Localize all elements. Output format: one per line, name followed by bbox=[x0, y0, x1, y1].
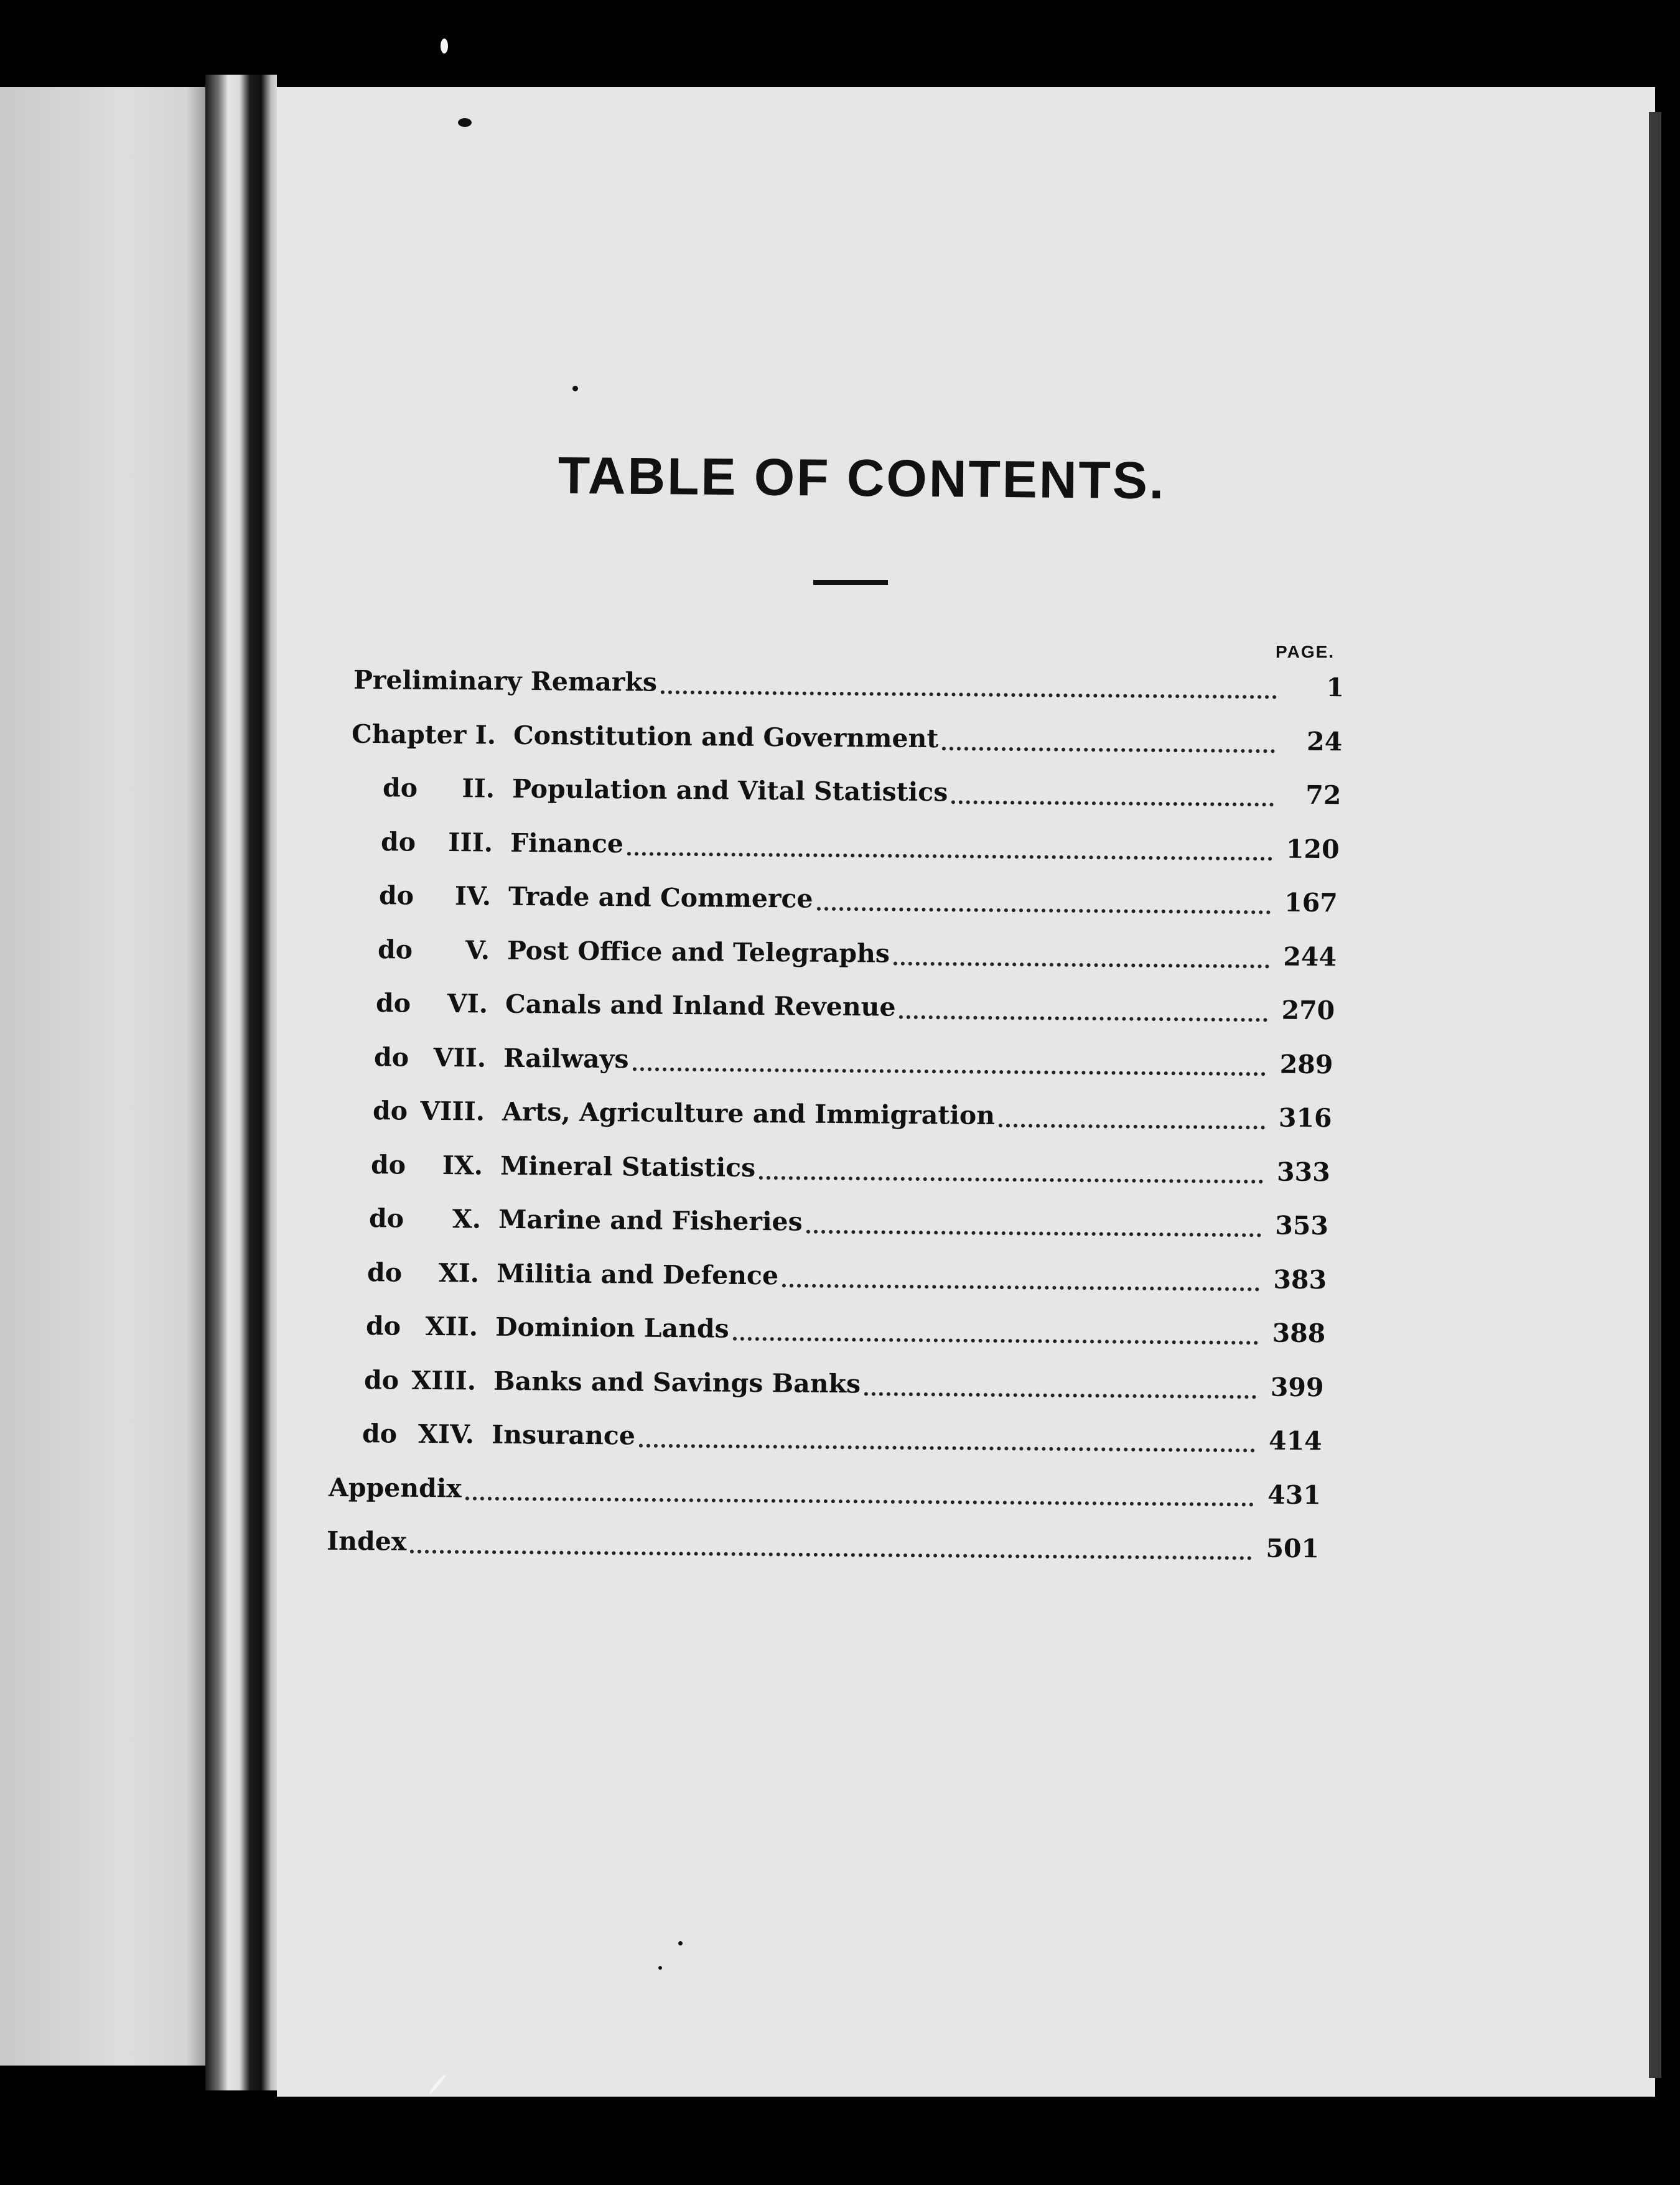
book-gutter bbox=[205, 75, 277, 2090]
dot-leader bbox=[465, 1496, 1253, 1506]
toc-entry-title: Marine and Fisheries bbox=[498, 1204, 803, 1237]
toc-entry bbox=[342, 1041, 1333, 1087]
toc-entry-page: 72 bbox=[1305, 780, 1342, 811]
toc-entry-page: 501 bbox=[1266, 1533, 1320, 1564]
toc-entry-numeral: X. bbox=[452, 1204, 482, 1234]
dot-leader bbox=[627, 852, 1272, 860]
toc-entry-title: Index bbox=[326, 1526, 407, 1557]
toc-entry-title: Preliminary Remarks bbox=[353, 664, 658, 697]
dot-leader bbox=[951, 800, 1274, 806]
toc-entry-numeral: XIV. bbox=[418, 1419, 475, 1450]
toc-entry-prefix: do bbox=[374, 1041, 409, 1073]
toc-entry bbox=[327, 1526, 1319, 1572]
toc-entry bbox=[337, 1203, 1328, 1249]
toc-entry-page: 1 bbox=[1326, 673, 1345, 703]
toc-entry bbox=[343, 988, 1335, 1033]
toc-entry bbox=[350, 773, 1341, 818]
toc-entry-prefix: do bbox=[372, 1096, 408, 1126]
toc-entry-page: 383 bbox=[1273, 1264, 1327, 1295]
ink-speck bbox=[572, 386, 578, 391]
toc-entry-page: 353 bbox=[1275, 1210, 1329, 1241]
left-page bbox=[0, 87, 205, 2066]
toc-entry bbox=[334, 1311, 1326, 1356]
title-rule bbox=[813, 580, 888, 585]
toc-entry-title: Population and Vital Statistics bbox=[511, 773, 948, 808]
toc-entry-numeral: XIII. bbox=[411, 1365, 477, 1396]
toc-entry bbox=[348, 826, 1340, 872]
page-column-label: PAGE. bbox=[1276, 642, 1335, 661]
toc-entry-page: 316 bbox=[1278, 1102, 1332, 1134]
toc-entry bbox=[340, 1096, 1332, 1141]
toc-entry-prefix: do bbox=[369, 1203, 404, 1234]
toc-entry-page: 244 bbox=[1282, 941, 1337, 972]
toc-entry-numeral: VII. bbox=[433, 1042, 487, 1073]
toc-entry-title: Constitution and Government bbox=[513, 720, 939, 753]
toc-entry bbox=[347, 880, 1338, 926]
toc-entry-title: Appendix bbox=[328, 1472, 462, 1503]
dot-leader bbox=[782, 1284, 1259, 1291]
toc-entry-numeral: XII. bbox=[425, 1311, 478, 1342]
toc-entry bbox=[328, 1472, 1320, 1517]
ink-speck bbox=[658, 1966, 662, 1970]
toc-entry-page: 333 bbox=[1276, 1157, 1330, 1187]
toc-entry-prefix: do bbox=[380, 826, 416, 857]
toc-entry-title: Arts, Agriculture and Immigration bbox=[502, 1096, 995, 1131]
dot-leader bbox=[998, 1124, 1264, 1129]
toc-entry-page: 399 bbox=[1270, 1372, 1324, 1402]
toc-entry-page: 414 bbox=[1269, 1425, 1323, 1456]
dot-leader bbox=[759, 1176, 1263, 1183]
toc-entry-prefix: do bbox=[379, 880, 414, 911]
toc-entry-numeral: V. bbox=[465, 934, 490, 966]
dot-leader bbox=[943, 747, 1276, 753]
toc-entry-page: 431 bbox=[1267, 1479, 1321, 1510]
toc-entry-title: Banks and Savings Banks bbox=[493, 1366, 861, 1399]
ink-speck bbox=[678, 1941, 683, 1945]
dust-speck bbox=[441, 39, 448, 54]
toc-entry bbox=[352, 719, 1343, 764]
toc-entry-page: 289 bbox=[1279, 1049, 1333, 1079]
toc-entry-title: Mineral Statistics bbox=[500, 1150, 756, 1183]
toc-entry-title: Militia and Defence bbox=[497, 1258, 779, 1290]
toc-entry-prefix: do bbox=[363, 1364, 399, 1395]
toc-entry-prefix: do bbox=[362, 1419, 398, 1449]
toc-entry-prefix: do bbox=[370, 1149, 406, 1180]
toc-entry-numeral: VI. bbox=[447, 989, 488, 1019]
toc-entry bbox=[353, 665, 1344, 710]
toc-entry-page: 167 bbox=[1284, 887, 1338, 918]
toc-entry-prefix: Chapter bbox=[352, 719, 467, 750]
toc-entry-title: Trade and Commerce bbox=[508, 881, 814, 914]
toc-entry-numeral: II. bbox=[461, 773, 495, 804]
dot-leader bbox=[639, 1444, 1255, 1453]
toc-entry-page: 24 bbox=[1307, 726, 1343, 757]
toc-entry bbox=[345, 934, 1336, 979]
toc-entry bbox=[338, 1149, 1330, 1195]
toc-entry-prefix: do bbox=[382, 773, 418, 803]
left-page-shadow bbox=[187, 87, 205, 2066]
toc-entry-title: Railways bbox=[503, 1043, 629, 1074]
toc-entry bbox=[332, 1364, 1324, 1410]
toc-entry-numeral: IV. bbox=[455, 881, 492, 911]
page-title: TABLE OF CONTENTS. bbox=[558, 445, 1166, 510]
dot-leader bbox=[893, 961, 1269, 968]
dot-leader bbox=[633, 1067, 1266, 1076]
toc-entry-title: Insurance bbox=[492, 1419, 636, 1451]
toc-entry-prefix: do bbox=[367, 1257, 403, 1288]
ink-speck bbox=[458, 118, 472, 127]
toc-entry-numeral: I. bbox=[475, 719, 497, 750]
toc-entry bbox=[335, 1257, 1327, 1302]
toc-entry-page: 388 bbox=[1272, 1318, 1326, 1349]
right-page bbox=[277, 87, 1655, 2097]
page-edge bbox=[1649, 112, 1661, 2078]
toc-entry-title: Finance bbox=[510, 827, 624, 859]
toc-entry-numeral: IX. bbox=[442, 1150, 483, 1181]
dot-leader bbox=[817, 907, 1271, 915]
toc-entry-prefix: do bbox=[375, 988, 411, 1018]
toc-entry-prefix: do bbox=[377, 934, 413, 965]
dot-leader bbox=[899, 1015, 1267, 1022]
toc-entry-prefix: do bbox=[365, 1311, 401, 1341]
toc-entry-title: Post Office and Telegraphs bbox=[506, 935, 890, 969]
toc-entry-title: Dominion Lands bbox=[495, 1311, 729, 1344]
toc-entry-numeral: XI. bbox=[439, 1257, 480, 1288]
toc-entry-page: 270 bbox=[1281, 995, 1335, 1026]
toc-entry-numeral: III. bbox=[448, 827, 493, 858]
toc-entry-page: 120 bbox=[1286, 834, 1340, 864]
dot-leader bbox=[661, 691, 1277, 699]
dot-leader bbox=[806, 1230, 1261, 1237]
toc-entry-numeral: VIII. bbox=[419, 1096, 485, 1127]
dot-leader bbox=[410, 1550, 1252, 1560]
toc-entry-title: Canals and Inland Revenue bbox=[505, 989, 896, 1022]
dot-leader bbox=[864, 1392, 1256, 1399]
dot-leader bbox=[732, 1337, 1258, 1345]
toc-entry bbox=[330, 1419, 1322, 1464]
